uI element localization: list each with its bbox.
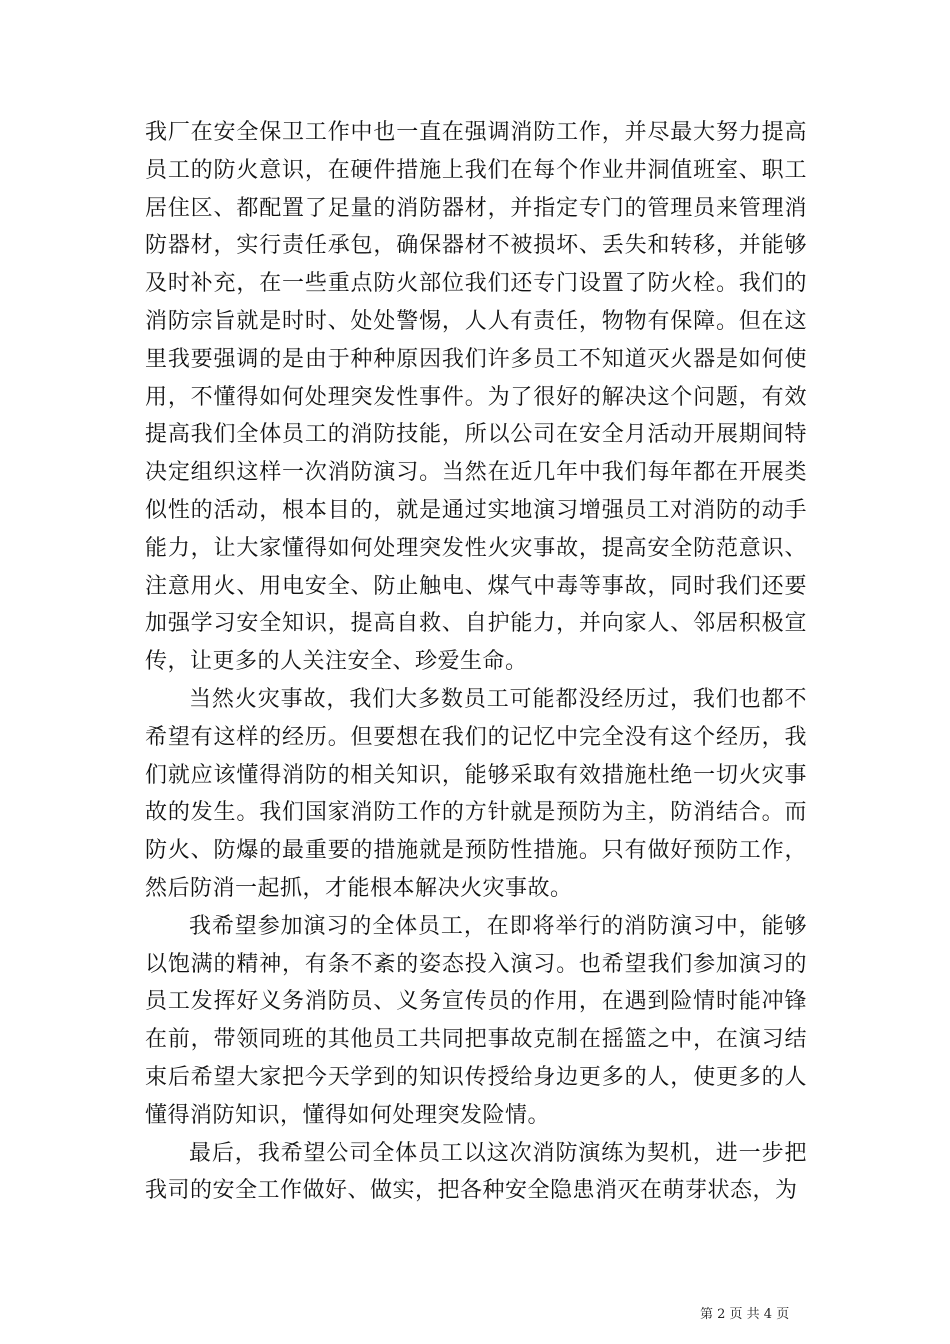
paragraph-1: 我厂在安全保卫工作中也一直在强调消防工作，并尽最大努力提高员工的防火意识，在硬件措施上我们在每个作业井洞值班室、职工居住区、都配置了足量的消防器材，并指定专门的管理员来管理消防器材，实行责任承包，确保器材不被损坏、丢失和转移，并能够及时补充，在一些重点防火部位我们还专门设置了防火栓。我们的消防宗旨就是时时、处处警惕，人人有责任，物物有保障。但在这里我要强调的是由于种种原因我们许多员工不知道灭火器是如何使用，不懂得如何处理突发性事件。为了很好的解决这个问题，有效提高我们全体员工的消防技能，所以公司在安全月活动开展期间特决定组织这样一次消防演习。当然在近几年中我们每年都在开展类似性的活动，根本目的，就是通过实地演习增强员工对消防的动手能力，让大家懂得如何处理突发性火灾事故，提高安全防范意识、注意用火、用电安全、防止触电、煤气中毒等事故，同时我们还要加强学习安全知识，提高自救、自护能力，并向家人、邻居积极宣传，让更多的人关注安全、珍爱生命。	[145, 120, 807, 675]
paragraph-3: 我希望参加演习的全体员工，在即将举行的消防演习中，能够以饱满的精神，有条不紊的姿态投入演习。也希望我们参加演习的员工发挥好义务消防员、义务宣传员的作用，在遇到险情时能冲锋在前，带领同班的其他员工共同把事故克制在摇篮之中，在演习结束后希望大家把今天学到的知识传授给身边更多的人，使更多的人懂得消防知识，懂得如何处理突发险情。	[145, 913, 807, 1128]
body-text	[145, 114, 807, 1210]
paragraph-4: 最后，我希望公司全体员工以这次消防演练为契机，进一步把我司的安全工作做好、做实，把各种安全隐患消灭在萌芽状态，为	[145, 1140, 807, 1204]
page-number-footer: 第 2 页 共 4 页	[700, 1307, 790, 1322]
paragraph-2: 当然火灾事故，我们大多数员工可能都没经历过，我们也都不希望有这样的经历。但要想在我们的记忆中完全没有这个经历，我们就应该懂得消防的相关知识，能够采取有效措施杜绝一切火灾事故的发生。我们国家消防工作的方针就是预防为主，防消结合。而防火、防爆的最重要的措施就是预防性措施。只有做好预防工作，然后防消一起抓，才能根本解决火灾事故。	[145, 686, 807, 901]
